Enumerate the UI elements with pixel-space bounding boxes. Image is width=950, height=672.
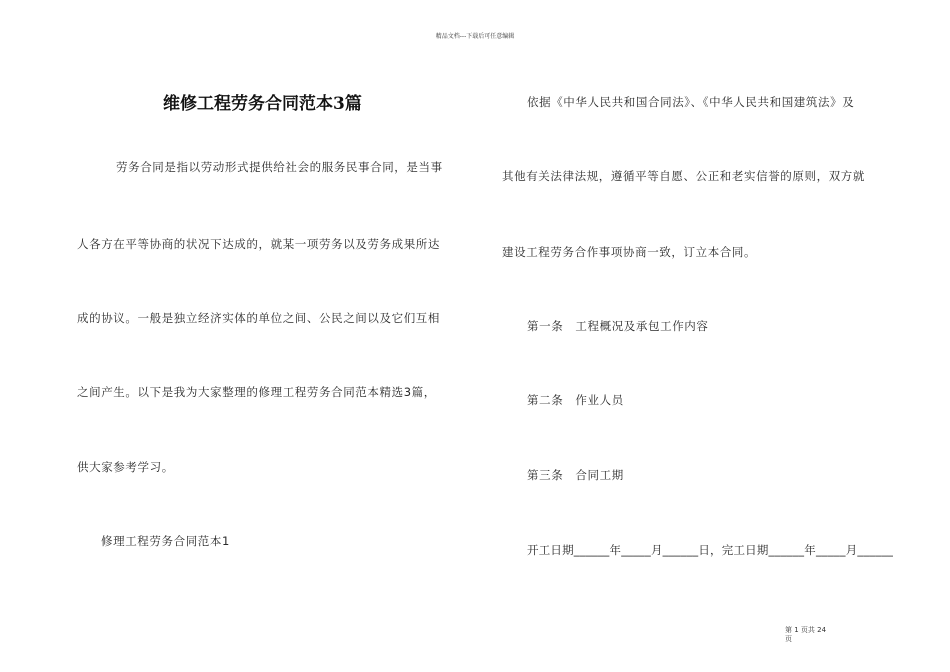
- paragraph-line: 成的协议。一般是独立经济实体的单位之间、公民之间以及它们互相: [77, 311, 440, 325]
- paragraph-line: 依据《中华人民共和国合同法》、《中华人民共和国建筑法》及: [527, 95, 855, 109]
- page-number-line: 第 1 页共 24: [785, 626, 827, 634]
- clause-heading: 第三条 合同工期: [527, 468, 624, 482]
- page-number: [785, 626, 845, 644]
- paragraph-line: 建设工程劳务合作事项协商一致，订立本合同。: [502, 245, 757, 259]
- paragraph-line: 其他有关法律法规，遵循平等自愿、公正和老实信誉的原则，双方就: [502, 169, 865, 183]
- paragraph-line: 供大家参考学习。: [77, 460, 174, 474]
- clause-heading: 第二条 作业人员: [527, 393, 624, 407]
- date-fill-line: 开工日期______年_____月______日，完工日期______年_____月______: [527, 543, 894, 557]
- paragraph-line: 劳务合同是指以劳动形式提供给社会的服务民事合同，是当事: [116, 160, 443, 174]
- clause-heading: 第一条 工程概况及承包工作内容: [527, 319, 709, 333]
- page-number-line: 页: [785, 635, 792, 643]
- section-heading: 修理工程劳务合同范本1: [101, 534, 230, 548]
- header-note: 精品文档---下载后可任意编辑: [435, 33, 515, 40]
- paragraph-line: 之间产生。以下是我为大家整理的修理工程劳务合同范本精选3篇，: [77, 385, 436, 399]
- document-title: 维修工程劳务合同范本3篇: [163, 94, 362, 114]
- paragraph-line: 人各方在平等协商的状况下达成的，就某一项劳务以及劳务成果所达: [77, 237, 440, 251]
